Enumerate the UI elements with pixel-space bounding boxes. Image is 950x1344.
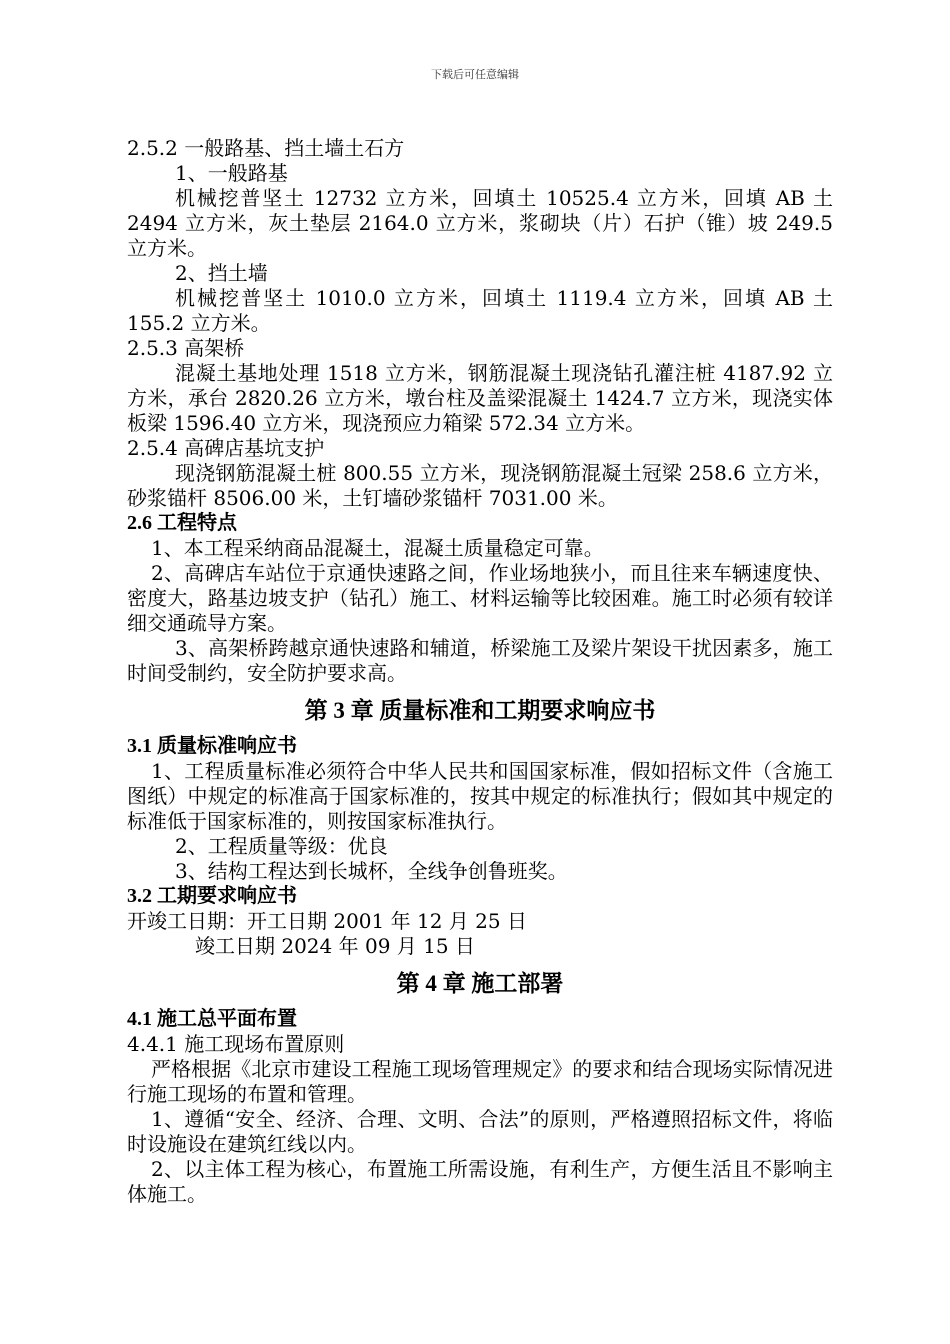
- section-heading-4-1: 4.1 施工总平面布置: [127, 1008, 297, 1030]
- paragraph-viaduct-quantities: 混凝土基地处理 1518 立方米，钢筋混凝土现浇钻孔灌注桩 4187.92 立方米，承台 2820.26 立方米，墩台柱及盖梁混凝土 1424.7 立方米，现浇实体板梁 1596.40 立方米，现浇预应力箱梁 572.34 立方米。: [127, 361, 833, 435]
- feature-item-1: 1、本工程采纳商品混凝土，混凝土质量稳定可靠。: [151, 536, 604, 560]
- document-body: [127, 136, 833, 1207]
- section-heading-2-6: 2.6 工程特点: [127, 512, 237, 534]
- subheading-general-roadbed: 1、一般路基: [175, 161, 288, 185]
- layout-principle-1: 1、遵循“安全、经济、合理、文明、合法”的原则，严格遵照招标文件，将临时设施设在建筑红线以内。: [127, 1107, 833, 1156]
- quality-item-3: 3、结构工程达到长城杯，全线争创鲁班奖。: [175, 859, 568, 883]
- subheading-retaining-wall: 2、挡土墙: [175, 261, 268, 285]
- section-heading-2-5-2: 2.5.2 一般路基、挡土墙土石方: [127, 136, 405, 160]
- paragraph-foundation-pit-quantities: 现浇钢筋混凝土桩 800.55 立方米，现浇钢筋混凝土冠梁 258.6 立方米，砂浆锚杆 8506.00 米，土钉墙砂浆锚杆 7031.00 米。: [127, 461, 833, 510]
- paragraph-roadbed-quantities: 机械挖普坚土 12732 立方米，回填土 10525.4 立方米，回填 AB 土 2494 立方米，灰土垫层 2164.0 立方米，浆砌块（片）石护（锥）坡 249.5 立方米。: [127, 186, 833, 260]
- quality-item-2: 2、工程质量等级：优良: [175, 834, 388, 858]
- layout-principle-intro: 严格根据《北京市建设工程施工现场管理规定》的要求和结合现场实际情况进行施工现场的布置和管理。: [127, 1057, 833, 1106]
- chapter-3-title: 第 3 章 质量标准和工期要求响应书: [304, 698, 656, 723]
- section-heading-3-2: 3.2 工期要求响应书: [127, 885, 297, 907]
- quality-item-1: 1、工程质量标准必须符合中华人民共和国国家标准，假如招标文件（含施工图纸）中规定的标准高于国家标准的，按其中规定的标准执行；假如其中规定的标准低于国家标准的，则按国家标准执行。: [127, 759, 833, 833]
- chapter-4-title: 第 4 章 施工部署: [396, 971, 564, 996]
- page-header-note: 下载后可任意编辑: [431, 68, 519, 81]
- section-heading-4-4-1: 4.4.1 施工现场布置原则: [127, 1032, 345, 1056]
- feature-item-2: 2、高碑店车站位于京通快速路之间，作业场地狭小，而且往来车辆速度快、密度大，路基边坡支护（钻孔）施工、材料运输等比较困难。施工时必须有较详细交通疏导方案。: [127, 561, 833, 635]
- section-heading-2-5-3: 2.5.3 高架桥: [127, 336, 245, 360]
- start-date-line: 开竣工日期：开工日期 2001 年 12 月 25 日: [127, 909, 527, 933]
- layout-principle-2: 2、以主体工程为核心，布置施工所需设施，有利生产，方便生活且不影响主体施工。: [127, 1157, 833, 1206]
- paragraph-retaining-wall-quantities: 机械挖普坚土 1010.0 立方米，回填土 1119.4 立方米，回填 AB 土 155.2 立方米。: [127, 286, 833, 335]
- section-heading-2-5-4: 2.5.4 高碑店基坑支护: [127, 436, 325, 460]
- completion-date-line: 竣工日期 2024 年 09 月 15 日: [195, 934, 475, 958]
- section-heading-3-1: 3.1 质量标准响应书: [127, 735, 297, 757]
- feature-item-3: 3、高架桥跨越京通快速路和辅道，桥梁施工及梁片架设干扰因素多，施工时间受制约，安全防护要求高。: [127, 636, 833, 685]
